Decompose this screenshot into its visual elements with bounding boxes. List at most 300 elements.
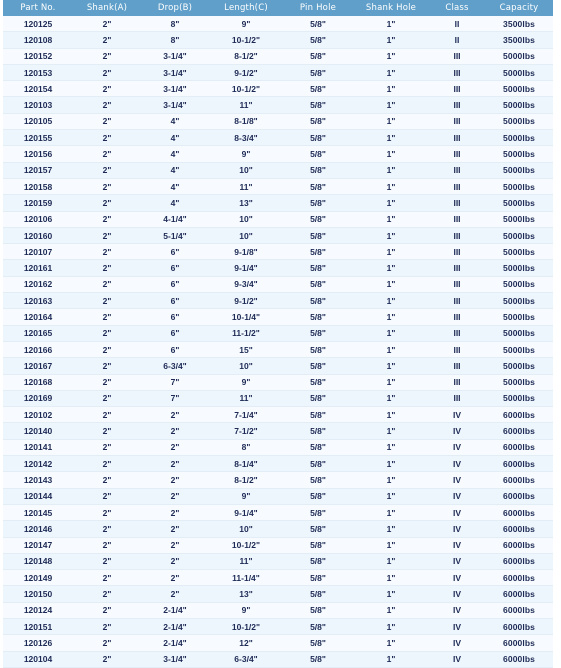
cell-part-no: 120166 xyxy=(3,341,73,357)
cell-shank: 2" xyxy=(73,146,141,162)
cell-capacity: 5000lbs xyxy=(485,227,553,243)
cell-shank: 2" xyxy=(73,488,141,504)
header-row xyxy=(3,0,553,16)
cell-shank: 2" xyxy=(73,244,141,260)
cell-shank: 2" xyxy=(73,537,141,553)
table-row xyxy=(3,504,553,520)
cell-capacity: 5000lbs xyxy=(485,162,553,178)
cell-pin-hole: 5/8" xyxy=(283,325,353,341)
cell-pin-hole: 5/8" xyxy=(283,521,353,537)
cell-part-no: 120168 xyxy=(3,374,73,390)
cell-shank: 2" xyxy=(73,407,141,423)
table-row xyxy=(3,195,553,211)
cell-part-no: 120140 xyxy=(3,423,73,439)
cell-drop: 6-3/4" xyxy=(141,358,209,374)
cell-capacity: 3500lbs xyxy=(485,32,553,48)
cell-shank-hole: 1" xyxy=(353,64,429,80)
cell-shank-hole: 1" xyxy=(353,81,429,97)
cell-shank-hole: 1" xyxy=(353,309,429,325)
cell-shank-hole: 1" xyxy=(353,456,429,472)
cell-length: 9-1/2" xyxy=(209,293,283,309)
cell-shank-hole: 1" xyxy=(353,423,429,439)
cell-length: 11" xyxy=(209,178,283,194)
cell-shank-hole: 1" xyxy=(353,374,429,390)
cell-part-no: 120150 xyxy=(3,586,73,602)
cell-class: III xyxy=(429,227,485,243)
cell-drop: 2" xyxy=(141,586,209,602)
cell-pin-hole: 5/8" xyxy=(283,178,353,194)
cell-shank: 2" xyxy=(73,390,141,406)
cell-drop: 6" xyxy=(141,309,209,325)
cell-shank: 2" xyxy=(73,570,141,586)
cell-shank: 2" xyxy=(73,325,141,341)
cell-shank-hole: 1" xyxy=(353,407,429,423)
cell-drop: 2" xyxy=(141,504,209,520)
table-row xyxy=(3,537,553,553)
cell-shank: 2" xyxy=(73,472,141,488)
table-row xyxy=(3,309,553,325)
cell-drop: 6" xyxy=(141,341,209,357)
cell-drop: 3-1/4" xyxy=(141,64,209,80)
cell-class: IV xyxy=(429,407,485,423)
cell-class: III xyxy=(429,358,485,374)
table-row xyxy=(3,602,553,618)
cell-part-no: 120162 xyxy=(3,276,73,292)
cell-drop: 7" xyxy=(141,374,209,390)
table-row xyxy=(3,358,553,374)
cell-pin-hole: 5/8" xyxy=(283,244,353,260)
cell-length: 9-1/8" xyxy=(209,244,283,260)
cell-shank: 2" xyxy=(73,227,141,243)
cell-class: III xyxy=(429,374,485,390)
cell-shank-hole: 1" xyxy=(353,130,429,146)
cell-part-no: 120159 xyxy=(3,195,73,211)
cell-shank: 2" xyxy=(73,358,141,374)
cell-shank: 2" xyxy=(73,618,141,634)
cell-length: 10-1/2" xyxy=(209,537,283,553)
cell-shank-hole: 1" xyxy=(353,293,429,309)
cell-pin-hole: 5/8" xyxy=(283,602,353,618)
table-row xyxy=(3,635,553,651)
cell-shank-hole: 1" xyxy=(353,537,429,553)
table-row xyxy=(3,456,553,472)
table-row xyxy=(3,81,553,97)
cell-pin-hole: 5/8" xyxy=(283,504,353,520)
cell-capacity: 5000lbs xyxy=(485,211,553,227)
cell-shank: 2" xyxy=(73,260,141,276)
cell-length: 9" xyxy=(209,16,283,32)
cell-length: 11-1/2" xyxy=(209,325,283,341)
table-row xyxy=(3,48,553,64)
cell-capacity: 6000lbs xyxy=(485,456,553,472)
cell-drop: 8" xyxy=(141,32,209,48)
cell-shank-hole: 1" xyxy=(353,635,429,651)
cell-drop: 2-1/4" xyxy=(141,635,209,651)
cell-shank: 2" xyxy=(73,276,141,292)
cell-shank-hole: 1" xyxy=(353,521,429,537)
cell-length: 11" xyxy=(209,97,283,113)
cell-pin-hole: 5/8" xyxy=(283,488,353,504)
spec-table-container xyxy=(3,0,553,668)
cell-class: IV xyxy=(429,521,485,537)
cell-shank: 2" xyxy=(73,456,141,472)
column-header-drop: Drop(B) xyxy=(141,0,209,16)
table-row xyxy=(3,374,553,390)
cell-class: III xyxy=(429,162,485,178)
cell-drop: 4" xyxy=(141,162,209,178)
cell-drop: 2-1/4" xyxy=(141,602,209,618)
cell-part-no: 120155 xyxy=(3,130,73,146)
cell-class: IV xyxy=(429,570,485,586)
cell-part-no: 120143 xyxy=(3,472,73,488)
cell-part-no: 120158 xyxy=(3,178,73,194)
cell-length: 15" xyxy=(209,341,283,357)
cell-capacity: 5000lbs xyxy=(485,195,553,211)
cell-capacity: 6000lbs xyxy=(485,537,553,553)
cell-class: II xyxy=(429,32,485,48)
cell-length: 9" xyxy=(209,374,283,390)
column-header-part-no: Part No. xyxy=(3,0,73,16)
cell-shank: 2" xyxy=(73,32,141,48)
cell-shank: 2" xyxy=(73,309,141,325)
cell-length: 10-1/2" xyxy=(209,618,283,634)
cell-pin-hole: 5/8" xyxy=(283,211,353,227)
cell-pin-hole: 5/8" xyxy=(283,48,353,64)
cell-part-no: 120146 xyxy=(3,521,73,537)
cell-pin-hole: 5/8" xyxy=(283,64,353,80)
cell-shank-hole: 1" xyxy=(353,162,429,178)
cell-class: IV xyxy=(429,618,485,634)
cell-pin-hole: 5/8" xyxy=(283,423,353,439)
cell-shank-hole: 1" xyxy=(353,48,429,64)
cell-shank-hole: 1" xyxy=(353,439,429,455)
cell-shank-hole: 1" xyxy=(353,586,429,602)
cell-pin-hole: 5/8" xyxy=(283,341,353,357)
cell-drop: 2" xyxy=(141,439,209,455)
cell-part-no: 120103 xyxy=(3,97,73,113)
cell-part-no: 120142 xyxy=(3,456,73,472)
table-row xyxy=(3,113,553,129)
cell-capacity: 6000lbs xyxy=(485,439,553,455)
cell-capacity: 5000lbs xyxy=(485,178,553,194)
cell-capacity: 5000lbs xyxy=(485,97,553,113)
cell-part-no: 120107 xyxy=(3,244,73,260)
table-row xyxy=(3,146,553,162)
cell-capacity: 6000lbs xyxy=(485,504,553,520)
column-header-shank: Shank(A) xyxy=(73,0,141,16)
table-row xyxy=(3,439,553,455)
cell-shank-hole: 1" xyxy=(353,260,429,276)
cell-drop: 2" xyxy=(141,521,209,537)
cell-shank-hole: 1" xyxy=(353,227,429,243)
cell-pin-hole: 5/8" xyxy=(283,407,353,423)
table-row xyxy=(3,651,553,667)
cell-drop: 6" xyxy=(141,293,209,309)
cell-drop: 2" xyxy=(141,472,209,488)
cell-pin-hole: 5/8" xyxy=(283,570,353,586)
cell-shank: 2" xyxy=(73,130,141,146)
cell-part-no: 120141 xyxy=(3,439,73,455)
cell-part-no: 120152 xyxy=(3,48,73,64)
cell-shank: 2" xyxy=(73,97,141,113)
table-body xyxy=(3,16,553,667)
table-row xyxy=(3,488,553,504)
cell-part-no: 120169 xyxy=(3,390,73,406)
cell-part-no: 120157 xyxy=(3,162,73,178)
cell-pin-hole: 5/8" xyxy=(283,586,353,602)
cell-capacity: 6000lbs xyxy=(485,602,553,618)
cell-class: IV xyxy=(429,651,485,667)
cell-drop: 4" xyxy=(141,113,209,129)
cell-pin-hole: 5/8" xyxy=(283,195,353,211)
cell-part-no: 120165 xyxy=(3,325,73,341)
cell-pin-hole: 5/8" xyxy=(283,130,353,146)
table-row xyxy=(3,618,553,634)
cell-class: III xyxy=(429,309,485,325)
cell-capacity: 5000lbs xyxy=(485,325,553,341)
cell-part-no: 120147 xyxy=(3,537,73,553)
cell-part-no: 120154 xyxy=(3,81,73,97)
table-row xyxy=(3,227,553,243)
cell-length: 10-1/2" xyxy=(209,81,283,97)
cell-pin-hole: 5/8" xyxy=(283,390,353,406)
cell-drop: 3-1/4" xyxy=(141,97,209,113)
cell-length: 9-1/2" xyxy=(209,64,283,80)
cell-capacity: 5000lbs xyxy=(485,374,553,390)
cell-part-no: 120161 xyxy=(3,260,73,276)
cell-length: 7-1/4" xyxy=(209,407,283,423)
cell-class: III xyxy=(429,64,485,80)
cell-drop: 6" xyxy=(141,244,209,260)
cell-shank: 2" xyxy=(73,423,141,439)
cell-class: IV xyxy=(429,635,485,651)
cell-drop: 6" xyxy=(141,325,209,341)
cell-part-no: 120108 xyxy=(3,32,73,48)
cell-part-no: 120167 xyxy=(3,358,73,374)
cell-shank-hole: 1" xyxy=(353,178,429,194)
cell-class: III xyxy=(429,260,485,276)
column-header-pin-hole: Pin Hole xyxy=(283,0,353,16)
cell-class: III xyxy=(429,390,485,406)
cell-class: III xyxy=(429,195,485,211)
cell-pin-hole: 5/8" xyxy=(283,618,353,634)
cell-shank: 2" xyxy=(73,374,141,390)
cell-shank-hole: 1" xyxy=(353,32,429,48)
cell-pin-hole: 5/8" xyxy=(283,276,353,292)
cell-drop: 2-1/4" xyxy=(141,618,209,634)
cell-capacity: 5000lbs xyxy=(485,146,553,162)
cell-length: 10" xyxy=(209,162,283,178)
cell-capacity: 5000lbs xyxy=(485,293,553,309)
cell-class: IV xyxy=(429,456,485,472)
cell-class: III xyxy=(429,211,485,227)
cell-drop: 4" xyxy=(141,178,209,194)
cell-shank: 2" xyxy=(73,635,141,651)
cell-length: 9" xyxy=(209,488,283,504)
cell-class: III xyxy=(429,81,485,97)
cell-length: 10-1/4" xyxy=(209,309,283,325)
cell-capacity: 5000lbs xyxy=(485,341,553,357)
table-row xyxy=(3,423,553,439)
cell-class: IV xyxy=(429,423,485,439)
cell-length: 8-1/8" xyxy=(209,113,283,129)
cell-pin-hole: 5/8" xyxy=(283,537,353,553)
cell-part-no: 120148 xyxy=(3,553,73,569)
cell-capacity: 6000lbs xyxy=(485,570,553,586)
table-row xyxy=(3,341,553,357)
cell-class: III xyxy=(429,130,485,146)
cell-pin-hole: 5/8" xyxy=(283,32,353,48)
cell-capacity: 6000lbs xyxy=(485,521,553,537)
cell-shank: 2" xyxy=(73,16,141,32)
cell-class: III xyxy=(429,97,485,113)
cell-shank: 2" xyxy=(73,521,141,537)
cell-shank-hole: 1" xyxy=(353,488,429,504)
cell-capacity: 5000lbs xyxy=(485,130,553,146)
cell-length: 8-1/4" xyxy=(209,456,283,472)
cell-pin-hole: 5/8" xyxy=(283,113,353,129)
cell-shank-hole: 1" xyxy=(353,97,429,113)
cell-length: 9" xyxy=(209,602,283,618)
cell-shank: 2" xyxy=(73,64,141,80)
table-row xyxy=(3,32,553,48)
table-row xyxy=(3,130,553,146)
cell-part-no: 120144 xyxy=(3,488,73,504)
table-row xyxy=(3,553,553,569)
cell-class: IV xyxy=(429,488,485,504)
cell-drop: 2" xyxy=(141,423,209,439)
cell-capacity: 5000lbs xyxy=(485,81,553,97)
table-row xyxy=(3,325,553,341)
cell-shank: 2" xyxy=(73,162,141,178)
cell-class: III xyxy=(429,244,485,260)
cell-shank: 2" xyxy=(73,439,141,455)
cell-drop: 4" xyxy=(141,130,209,146)
cell-shank-hole: 1" xyxy=(353,276,429,292)
cell-shank: 2" xyxy=(73,341,141,357)
table-row xyxy=(3,407,553,423)
cell-class: III xyxy=(429,293,485,309)
cell-drop: 6" xyxy=(141,260,209,276)
cell-length: 11" xyxy=(209,390,283,406)
table-row xyxy=(3,390,553,406)
cell-shank-hole: 1" xyxy=(353,390,429,406)
cell-shank-hole: 1" xyxy=(353,113,429,129)
cell-drop: 6" xyxy=(141,276,209,292)
cell-length: 8-3/4" xyxy=(209,130,283,146)
cell-shank-hole: 1" xyxy=(353,211,429,227)
cell-shank: 2" xyxy=(73,553,141,569)
cell-part-no: 120149 xyxy=(3,570,73,586)
cell-part-no: 120151 xyxy=(3,618,73,634)
cell-shank-hole: 1" xyxy=(353,325,429,341)
cell-shank: 2" xyxy=(73,81,141,97)
cell-shank-hole: 1" xyxy=(353,504,429,520)
cell-shank-hole: 1" xyxy=(353,618,429,634)
column-header-capacity: Capacity xyxy=(485,0,553,16)
cell-drop: 2" xyxy=(141,537,209,553)
cell-part-no: 120102 xyxy=(3,407,73,423)
cell-class: III xyxy=(429,178,485,194)
cell-shank-hole: 1" xyxy=(353,602,429,618)
cell-class: III xyxy=(429,146,485,162)
cell-length: 13" xyxy=(209,586,283,602)
cell-length: 10" xyxy=(209,521,283,537)
hitch-spec-table xyxy=(3,0,553,668)
cell-length: 10" xyxy=(209,358,283,374)
cell-length: 9" xyxy=(209,146,283,162)
cell-pin-hole: 5/8" xyxy=(283,227,353,243)
column-header-length: Length(C) xyxy=(209,0,283,16)
cell-pin-hole: 5/8" xyxy=(283,358,353,374)
cell-class: IV xyxy=(429,504,485,520)
cell-class: II xyxy=(429,16,485,32)
cell-drop: 2" xyxy=(141,488,209,504)
cell-part-no: 120145 xyxy=(3,504,73,520)
cell-shank: 2" xyxy=(73,178,141,194)
table-row xyxy=(3,97,553,113)
cell-drop: 8" xyxy=(141,16,209,32)
cell-part-no: 120126 xyxy=(3,635,73,651)
cell-capacity: 6000lbs xyxy=(485,635,553,651)
cell-capacity: 6000lbs xyxy=(485,472,553,488)
cell-capacity: 6000lbs xyxy=(485,423,553,439)
cell-part-no: 120164 xyxy=(3,309,73,325)
cell-length: 10" xyxy=(209,211,283,227)
table-row xyxy=(3,162,553,178)
cell-pin-hole: 5/8" xyxy=(283,553,353,569)
cell-pin-hole: 5/8" xyxy=(283,260,353,276)
cell-pin-hole: 5/8" xyxy=(283,16,353,32)
table-row xyxy=(3,64,553,80)
cell-part-no: 120156 xyxy=(3,146,73,162)
cell-drop: 3-1/4" xyxy=(141,81,209,97)
cell-length: 8-1/2" xyxy=(209,48,283,64)
cell-pin-hole: 5/8" xyxy=(283,651,353,667)
cell-class: IV xyxy=(429,553,485,569)
cell-shank: 2" xyxy=(73,651,141,667)
cell-capacity: 5000lbs xyxy=(485,64,553,80)
cell-drop: 4" xyxy=(141,146,209,162)
cell-capacity: 5000lbs xyxy=(485,244,553,260)
cell-part-no: 120163 xyxy=(3,293,73,309)
cell-length: 10-1/2" xyxy=(209,32,283,48)
table-row xyxy=(3,16,553,32)
cell-shank: 2" xyxy=(73,586,141,602)
cell-shank: 2" xyxy=(73,195,141,211)
cell-capacity: 6000lbs xyxy=(485,488,553,504)
cell-length: 10" xyxy=(209,227,283,243)
cell-drop: 7" xyxy=(141,390,209,406)
cell-capacity: 6000lbs xyxy=(485,586,553,602)
cell-shank: 2" xyxy=(73,211,141,227)
cell-drop: 3-1/4" xyxy=(141,48,209,64)
cell-capacity: 5000lbs xyxy=(485,390,553,406)
column-header-class: Class xyxy=(429,0,485,16)
cell-class: III xyxy=(429,113,485,129)
cell-capacity: 6000lbs xyxy=(485,553,553,569)
cell-part-no: 120106 xyxy=(3,211,73,227)
table-row xyxy=(3,276,553,292)
cell-shank-hole: 1" xyxy=(353,146,429,162)
table-row xyxy=(3,260,553,276)
cell-part-no: 120104 xyxy=(3,651,73,667)
cell-length: 6-3/4" xyxy=(209,651,283,667)
cell-part-no: 120124 xyxy=(3,602,73,618)
table-row xyxy=(3,244,553,260)
cell-drop: 2" xyxy=(141,407,209,423)
cell-capacity: 5000lbs xyxy=(485,48,553,64)
